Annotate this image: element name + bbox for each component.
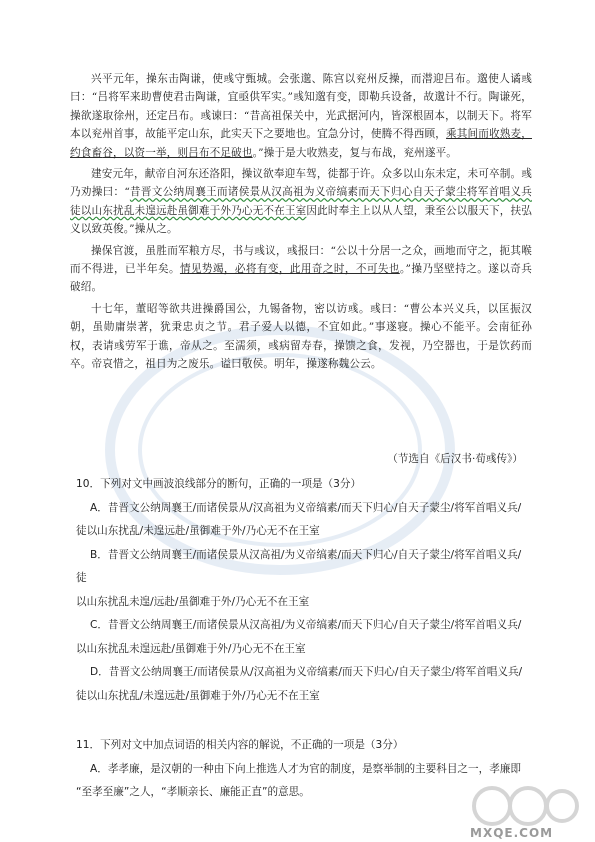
wavy-underlined-sentence: 昔晋文公纳周襄王而诸侯景从汉高祖为义帝缟素而天下归心自天子蒙尘将军首唱义兵徒以山东扰乱未遑远赴虽御难于外乃心无不在王室 bbox=[70, 186, 532, 217]
passage-paragraph-2: 建安元年，献帝自河东还洛阳，操议欲奉迎车驾，徙都于许。众多以山东未定，未可卒制。彧乃劝操曰：“昔晋文公纳周襄王而诸侯景从汉高祖为义帝缟素而天下归心自天子蒙尘将军首唱义兵徒以山东扰乱未遑远赴虽御难于外乃心无不在王室因此时奉主上以从人望，秉至公以服天下，扶弘义以致英俊。”操从之。 bbox=[70, 168, 532, 236]
passage-paragraph-1: 兴平元年，操东击陶谦，使彧守甄城。会张邈、陈宫以兖州反操，而潜迎吕布。邈使人谲彧曰：“吕将军来助曹使君击陶谦，宜亟供军实。”彧知邈有变，即勒兵设备，故邈计不行。陶谦死，操欲遂取徐州，还定吕布。彧谏曰：“昔高祖保关中，光武据河内，皆深根固本，以制天下。将军本以兖州首事，故能平定山东，此实天下之要地也。宜急分讨，使腾不得西顾，乘其间而收熟麦，约食畜谷，以资一举，则吕布不足破也。”操于是大收熟麦，复与布战，兖州遂平。 bbox=[70, 73, 532, 159]
q11-option-a[interactable]: A．孝孝廉，是汉朝的一种由下向上推选人才为官的制度，是察举制的主要科目之一，孝廉即 bbox=[90, 762, 521, 775]
question-10-stem: 10．下列对文中画波浪线部分的断句，正确的一项是（3分） bbox=[76, 478, 362, 490]
passage-paragraph-4: 十七年，董昭等欲共进操爵国公，九锡备物，密以访彧。彧曰：“曹公本兴义兵，以匡振汉朝，虽勋庸崇著，犹秉忠贞之节。君子爱人以德，不宜如此。”事遂寝。操心不能平。会南征孙权，表请彧劳军于谯，帝从之。至濡须，彧病留寿春，操馈之食，发视，乃空器也，于是饮药而卒。帝哀惜之，祖日为之废乐。谥曰敬侯。明年，操遂称魏公云。 bbox=[70, 302, 532, 371]
passage-source: （节选自《后汉书·荀彧传》） bbox=[387, 453, 523, 465]
q10-option-c-cont: 以山东扰乱未遑远赴/虽御难于外/乃心无不在王室 bbox=[76, 642, 306, 655]
passage-paragraph-3: 操保官渡，虽胜而军粮方尽，书与彧议，彧报曰：“公以十分居一之众，画地而守之，扼其喉而不得进，已半年矣。情见势竭，必将有变，此用奇之时，不可失也。”操乃坚壁持之。遂以奇兵破绍。 bbox=[70, 244, 532, 294]
underlined-sentence-1-cont: 谷，以资一举，则吕布不足破也 bbox=[102, 146, 253, 159]
q10-option-d[interactable]: D．昔晋文公纳周襄王/而诸侯景从/汉高祖为义帝缟素/而天下归心/自天子蒙尘/将军首唱义兵/ bbox=[90, 666, 523, 678]
q10-option-d-cont: 徒以山东扰乱/未遑远赴/虽御难于外/乃心无不在王室 bbox=[76, 689, 320, 702]
questions-section bbox=[76, 473, 528, 805]
question-11-stem: 11．下列对文中加点词语的相关内容的解说，不正确的一项是（3分） bbox=[76, 739, 404, 751]
q10-option-b-cont: 以山东扰乱未遑/远赴/虽御难于外/乃心无不在王室 bbox=[76, 595, 310, 608]
q10-option-c[interactable]: C．昔晋文公纳周襄王/而诸侯景从汉高祖/为义帝缟素/而天下归心/自天子蒙尘/将军首唱义兵/ bbox=[90, 619, 522, 631]
q10-option-b[interactable]: B．昔晋文公纳周襄王/而诸侯景从汉高祖/为义帝缟素/而天下归心/自天子蒙尘/将军首唱义兵/徒 bbox=[76, 548, 522, 584]
q11-option-a-cont: “至孝至廉”之人，“孝顺亲长、廉能正直”的意思。 bbox=[76, 786, 310, 798]
watermark-url: MXQE.COM bbox=[470, 826, 554, 840]
q10-option-a-cont: 徒以山东扰乱/未遑远赴/虽御难于外/乃心无不在王室 bbox=[76, 525, 320, 537]
spacer bbox=[76, 708, 528, 734]
underlined-sentence-1: 乘其间而收熟麦，约食畜 bbox=[70, 128, 532, 159]
q10-option-a[interactable]: A．昔晋文公纳周襄王/而诸侯景从/汉高祖为义帝缟素/而天下归心/自天子蒙尘/将军首唱义兵/ bbox=[90, 501, 522, 514]
underlined-sentence-2: 情见势竭，必将有变，此用奇之时，不可失也 bbox=[179, 263, 400, 276]
reading-passage bbox=[70, 70, 532, 377]
